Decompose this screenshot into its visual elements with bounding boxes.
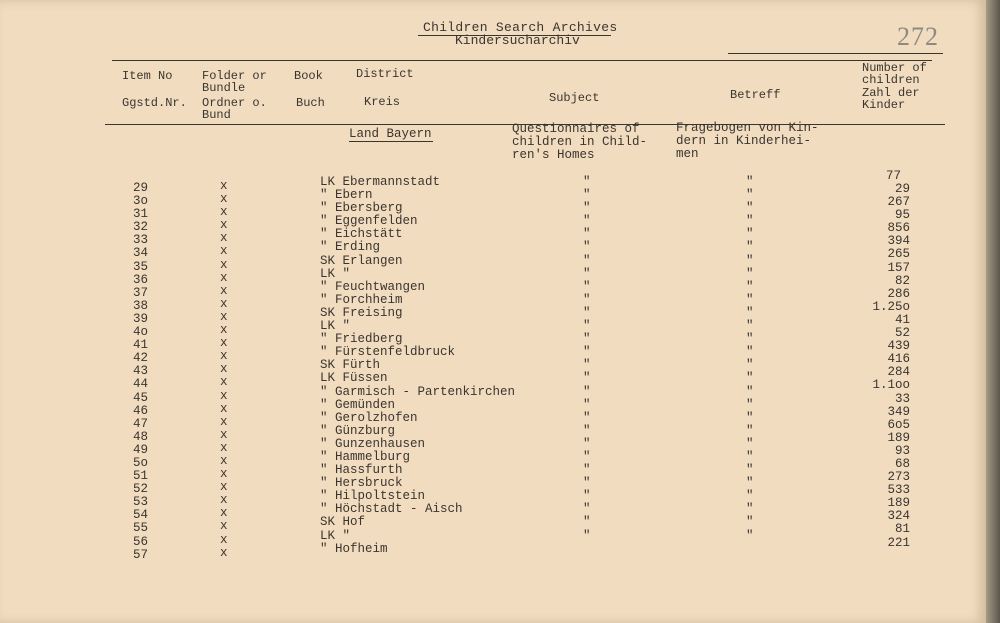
item-no-cell: 4o	[133, 325, 149, 340]
district-cell: " Hammelburg	[320, 449, 411, 464]
betreff-cell: "	[746, 371, 754, 386]
subject-cell: "	[583, 332, 591, 347]
number-cell: 157	[887, 260, 910, 275]
betreff-cell: "	[746, 175, 754, 189]
item-no-cell: 3o	[133, 194, 149, 209]
folder-cell: x	[220, 323, 228, 338]
subject-cell: "	[583, 227, 591, 242]
district-cell: LK "	[320, 319, 351, 334]
subject-cell: "	[583, 201, 591, 216]
page-title: Children Search Archives	[423, 20, 618, 35]
betreff-cell: "	[746, 436, 754, 451]
folder-cell: x	[220, 205, 228, 220]
number-cell: 1.1oo	[872, 378, 910, 393]
subject-cell: "	[583, 319, 591, 334]
number-cell: 93	[894, 443, 910, 458]
betreff-cell: "	[746, 188, 754, 203]
folder-cell: x	[220, 375, 228, 390]
number-cell: 52	[894, 326, 910, 341]
number-cell: 856	[887, 221, 910, 236]
district-cell: " Hassfurth	[320, 463, 403, 478]
district-cell: SK Freising	[320, 305, 403, 320]
subject-cell: "	[583, 515, 591, 530]
number-cell: 439	[887, 339, 910, 354]
item-no-cell: 29	[133, 181, 149, 195]
subject-cell: "	[583, 188, 591, 203]
district-cell: " Erding	[320, 240, 381, 255]
number-cell	[858, 550, 910, 563]
betreff-cell: "	[746, 253, 754, 268]
subject-cell: "	[583, 436, 591, 451]
betreff-cell: "	[746, 489, 754, 504]
folder-cell: x	[220, 545, 228, 560]
number-cell: 189	[887, 496, 910, 511]
item-no-cell: 36	[133, 272, 149, 287]
subject-cell: "	[583, 240, 591, 255]
item-no-cell: 43	[133, 364, 149, 379]
col-folder-4: Bund	[202, 108, 231, 122]
district-cell: " Gunzenhausen	[320, 436, 426, 451]
betreff-cell: "	[746, 384, 754, 399]
betreff-cell: "	[746, 449, 754, 464]
number-cell: 95	[894, 208, 910, 223]
betreff-cell: "	[746, 332, 754, 347]
betreff-cell: "	[746, 358, 754, 373]
folder-cell: x	[220, 349, 228, 364]
betreff-column	[746, 176, 754, 556]
number-cell: 1.25o	[872, 299, 910, 314]
item-no-cell: 39	[133, 311, 149, 326]
col-item-no-de: Ggstd.Nr.	[122, 96, 187, 110]
item-no-cell: 37	[133, 285, 149, 300]
subject-cell: "	[583, 423, 591, 438]
number-cell: 33	[894, 391, 910, 406]
number-cell: 324	[887, 509, 910, 524]
district-cell: LK Ebermannstadt	[320, 175, 441, 189]
number-cell: 533	[887, 483, 910, 498]
subject-cell: "	[583, 266, 591, 281]
item-no-cell: 44	[133, 377, 149, 392]
folder-cell: x	[220, 453, 228, 468]
subject-cell: "	[583, 214, 591, 229]
betreff-cell: "	[746, 227, 754, 242]
district-cell: " Friedberg	[320, 332, 403, 347]
district-cell: " Feuchtwangen	[320, 279, 426, 294]
col-book-de: Buch	[296, 96, 325, 110]
item-no-cell: 34	[133, 246, 149, 261]
betreff-cell: "	[746, 319, 754, 334]
folder-cell: x	[220, 401, 228, 416]
item-no-cell: 49	[133, 442, 149, 457]
item-no-cell: 56	[133, 534, 149, 549]
district-cell: " Gerolzhofen	[320, 410, 418, 425]
col-number-2: children	[862, 73, 920, 87]
betreff-cell: "	[746, 476, 754, 491]
district-cell: " Ebersberg	[320, 201, 403, 216]
subject-cell: "	[583, 476, 591, 491]
folder-cell: x	[220, 362, 228, 377]
page-subtitle: Kindersucharchiv	[455, 33, 580, 48]
district-cell: " Fürstenfeldbruck	[320, 345, 456, 360]
district-cell: " Garmisch - Partenkirchen	[320, 384, 516, 399]
betreff-cell: "	[746, 515, 754, 530]
item-no-cell: 38	[133, 298, 149, 313]
col-number-1: Number of	[862, 61, 927, 75]
number-cell: 265	[887, 247, 910, 262]
number-cell: 416	[887, 352, 910, 367]
district-cell: SK Erlangen	[320, 253, 403, 268]
folder-cell: x	[220, 506, 228, 521]
folder-cell: x	[220, 244, 228, 259]
item-no-cell: 57	[133, 547, 149, 562]
number-cell: 267	[887, 195, 910, 210]
subject-cell: "	[583, 175, 591, 189]
folder-cell: x	[220, 493, 228, 508]
item-no-cell: 52	[133, 482, 149, 497]
number-cell: 349	[887, 404, 910, 419]
number-cell: 68	[894, 456, 910, 471]
subject-cell: "	[583, 449, 591, 464]
subject-cell: "	[583, 410, 591, 425]
number-cell: 394	[887, 234, 910, 249]
folder-cell: x	[220, 218, 228, 233]
subject-cell: "	[583, 384, 591, 399]
col-folder-1: Folder or	[202, 69, 267, 83]
district-cell: LK Füssen	[320, 371, 388, 386]
col-folder-2: Bundle	[202, 81, 246, 95]
subject-cell: "	[583, 279, 591, 294]
col-subject: Subject	[549, 91, 600, 105]
item-column	[133, 182, 148, 562]
betreff-cell	[746, 543, 754, 556]
folder-cell: x	[220, 480, 228, 495]
folder-cell: x	[220, 427, 228, 442]
district-cell: " Eggenfelden	[320, 214, 418, 229]
folder-cell: x	[220, 388, 228, 403]
betreff-cell: "	[746, 528, 754, 543]
header-rule-right	[728, 53, 943, 54]
betreff-cell: "	[746, 463, 754, 478]
district-cell: " Höchstadt - Aisch	[320, 502, 463, 517]
betreff-cell: "	[746, 292, 754, 307]
betreff-desc-2: dern in Kinderhei-	[676, 134, 812, 148]
subject-cell: "	[583, 489, 591, 504]
page-number: 272	[897, 22, 939, 51]
betreff-desc-1: Fragebogen von Kin-	[676, 121, 819, 135]
number-cell: 286	[887, 286, 910, 301]
district-cell: " Ebern	[320, 188, 373, 203]
folder-cell: x	[220, 414, 228, 429]
col-district-en: District	[356, 67, 414, 81]
district-cell: " Hofheim	[320, 541, 388, 556]
district-cell: SK Fürth	[320, 358, 381, 373]
district-cell: " Eichstätt	[320, 227, 403, 242]
folder-cell: x	[220, 231, 228, 246]
folder-cell: x	[220, 179, 228, 193]
number-cell: 82	[894, 273, 910, 288]
col-folder-3: Ordner o.	[202, 96, 267, 110]
betreff-cell: "	[746, 345, 754, 360]
item-no-cell: 53	[133, 495, 149, 510]
subject-cell: "	[583, 463, 591, 478]
subject-cell: "	[583, 397, 591, 412]
folder-cell: x	[220, 296, 228, 311]
subject-desc-3: ren's Homes	[512, 148, 595, 162]
betreff-desc-3: men	[676, 147, 699, 161]
item-no-cell: 41	[133, 338, 149, 353]
subject-cell: "	[583, 358, 591, 373]
subject-desc-1: Questionnaires of	[512, 122, 640, 136]
item-no-cell: 55	[133, 521, 149, 536]
number-top-extra: 77	[886, 169, 902, 183]
number-cell: 81	[894, 522, 910, 537]
item-no-cell: 5o	[133, 455, 149, 470]
item-no-cell: 47	[133, 416, 149, 431]
header-rule-top	[112, 60, 932, 61]
item-no-cell: 35	[133, 259, 149, 274]
item-no-cell: 51	[133, 469, 149, 484]
item-no-cell: 42	[133, 351, 149, 366]
item-no-cell: 33	[133, 233, 149, 248]
page-edge	[986, 0, 1000, 623]
col-betreff: Betreff	[730, 88, 781, 102]
folder-cell: x	[220, 270, 228, 285]
subject-column	[583, 176, 591, 556]
district-cell: LK "	[320, 528, 351, 543]
betreff-cell: "	[746, 397, 754, 412]
folder-cell: x	[220, 440, 228, 455]
folder-cell: x	[220, 336, 228, 351]
folder-cell: x	[220, 192, 228, 207]
district-cell: " Forchheim	[320, 292, 403, 307]
district-cell: " Hilpoltstein	[320, 489, 426, 504]
number-column	[858, 183, 910, 563]
number-cell: 29	[894, 182, 910, 196]
betreff-cell: "	[746, 279, 754, 294]
betreff-cell: "	[746, 423, 754, 438]
item-no-cell: 31	[133, 207, 149, 222]
land-heading: Land Bayern	[349, 127, 432, 141]
betreff-cell: "	[746, 266, 754, 281]
item-no-cell: 32	[133, 220, 149, 235]
betreff-cell: "	[746, 201, 754, 216]
item-no-cell: 48	[133, 429, 149, 444]
number-cell: 189	[887, 430, 910, 445]
number-cell: 284	[887, 365, 910, 380]
number-cell: 221	[887, 535, 910, 550]
land-underline	[349, 141, 433, 142]
folder-column	[220, 180, 228, 560]
subject-cell: "	[583, 345, 591, 360]
col-number-4: Kinder	[862, 98, 906, 112]
betreff-cell: "	[746, 502, 754, 517]
item-no-cell: 54	[133, 508, 149, 523]
folder-cell: x	[220, 519, 228, 534]
col-item-no-en: Item No	[122, 69, 173, 83]
folder-cell: x	[220, 467, 228, 482]
subject-cell: "	[583, 253, 591, 268]
betreff-cell: "	[746, 305, 754, 320]
folder-cell: x	[220, 309, 228, 324]
number-cell: 6o5	[887, 417, 910, 432]
col-district-de: Kreis	[364, 95, 401, 109]
subject-cell: "	[583, 528, 591, 543]
subject-cell: "	[583, 502, 591, 517]
subject-cell: "	[583, 371, 591, 386]
item-no-cell: 45	[133, 390, 149, 405]
subject-cell: "	[583, 292, 591, 307]
subject-cell: "	[583, 305, 591, 320]
subject-cell	[583, 543, 591, 556]
district-cell: " Gemünden	[320, 397, 396, 412]
number-cell: 41	[894, 312, 910, 327]
district-cell: LK "	[320, 266, 351, 281]
betreff-cell: "	[746, 240, 754, 255]
folder-cell: x	[220, 257, 228, 272]
col-book-en: Book	[294, 69, 323, 83]
number-cell: 273	[887, 470, 910, 485]
folder-cell: x	[220, 532, 228, 547]
district-cell: " Günzburg	[320, 423, 396, 438]
subject-desc-2: children in Child-	[512, 135, 648, 149]
district-column	[320, 176, 515, 556]
district-cell: " Hersbruck	[320, 476, 403, 491]
col-number-3: Zahl der	[862, 86, 920, 100]
betreff-cell: "	[746, 410, 754, 425]
item-no-cell: 46	[133, 403, 149, 418]
folder-cell: x	[220, 283, 228, 298]
district-cell: SK Hof	[320, 515, 366, 530]
betreff-cell: "	[746, 214, 754, 229]
